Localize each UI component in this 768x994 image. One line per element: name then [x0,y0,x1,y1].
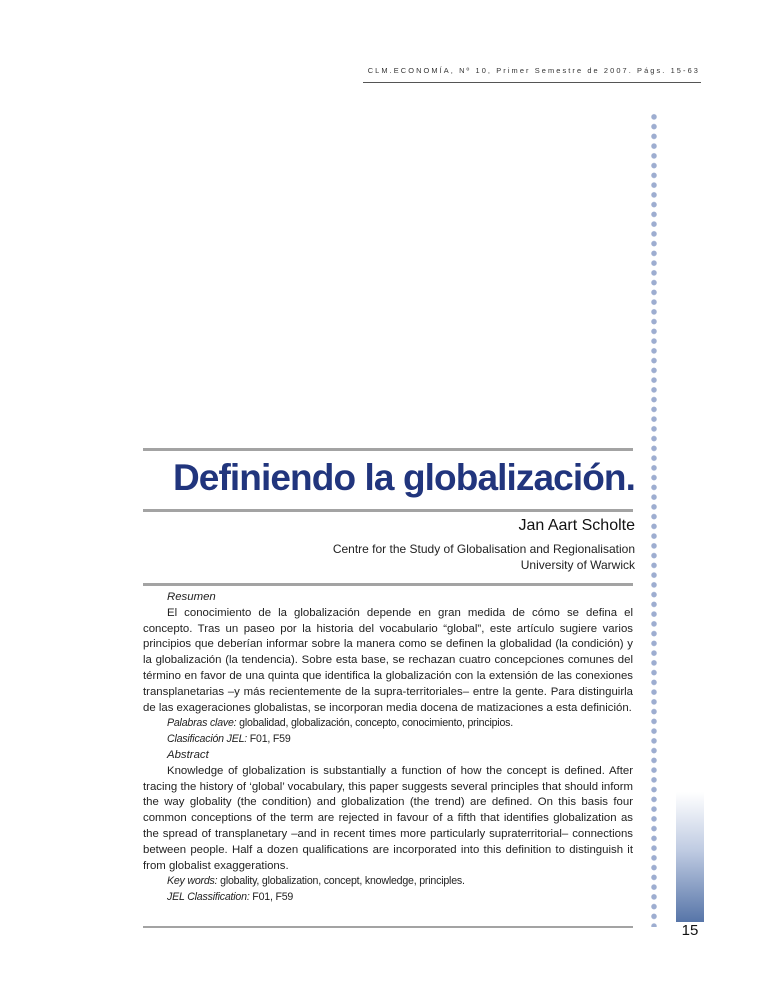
author-affiliation [240,541,635,573]
clasificacion-jel [143,732,633,748]
page-number: 15 [681,922,699,939]
clasificacion-jel-label: Clasificación JEL: [167,733,248,746]
key-words [143,874,633,890]
abstract-heading: Abstract [167,748,209,761]
palabras-clave-values: globalidad, globalización, concepto, conocimiento, principios. [236,717,513,730]
abstract-text: Knowledge of globalization is substantially a function of how the concept is defined. After tracing the history of ‘global’ vocabulary, this paper suggests several principles that should inform the way globality (the condition) and globalization (the trend) are defined. On this basis four common conceptions of the term are rejected in favour of a fifth that identifies globalization as the spread of transplanetary –and in recent times more particularly supraterritorial– connections between people. Half a dozen qualifications are incorporated into this definition to distinguish it from globalist exaggerations. [143,764,633,872]
jel-classification-values: F01, F59 [249,891,294,904]
header-rule [363,82,701,83]
palabras-clave-label: Palabras clave: [167,717,237,730]
affiliation-line-2: University of Warwick [520,558,635,572]
jel-classification-label: JEL Classification: [167,891,250,904]
jel-classification [143,890,633,906]
author-name: Jan Aart Scholte [518,517,635,534]
clasificacion-jel-values: F01, F59 [247,733,291,746]
article-title: Definiendo la globalización. [172,457,635,498]
abstract-rule-bottom [143,926,633,928]
abstract-section [143,590,633,906]
title-rule-top [143,448,633,451]
resumen-heading: Resumen [167,591,216,603]
resumen-text: El conocimiento de la globalización depende en gran medida de cómo se defina el concepto. Tras un paseo por la historia del vocabulario “global”, este artículo sugiere varios principios que deberían informar sobre la manera como se definen la globalidad (la condición) y la globalización (la tendencia). Sobre esta base, se rechazan cuatro concepciones comunes del término en favor de una quinta que identifica la globalización con la extensión de las conexiones transplanetarias –y más recientemente de la supra-territoriales– entre la gente. Para distinguirla de las exageraciones globalistas, se incorporan media docena de matizaciones a esta definición. [143,606,633,714]
key-words-values: globality, globalization, concept, knowledge, principles. [217,875,465,888]
title-rule-bottom [143,509,633,512]
affiliation-line-1: Centre for the Study of Globalisation and Regionalisation [332,542,635,556]
decorative-dot-column [650,112,658,927]
key-words-label: Key words: [167,875,218,888]
palabras-clave [143,716,633,732]
page-tab-gradient [676,792,704,922]
abstract-rule-top [143,583,633,586]
running-header: CLM.ECONOMÍA, Nº 10, Primer Semestre de 2007. Págs. 15-63 [367,66,700,75]
